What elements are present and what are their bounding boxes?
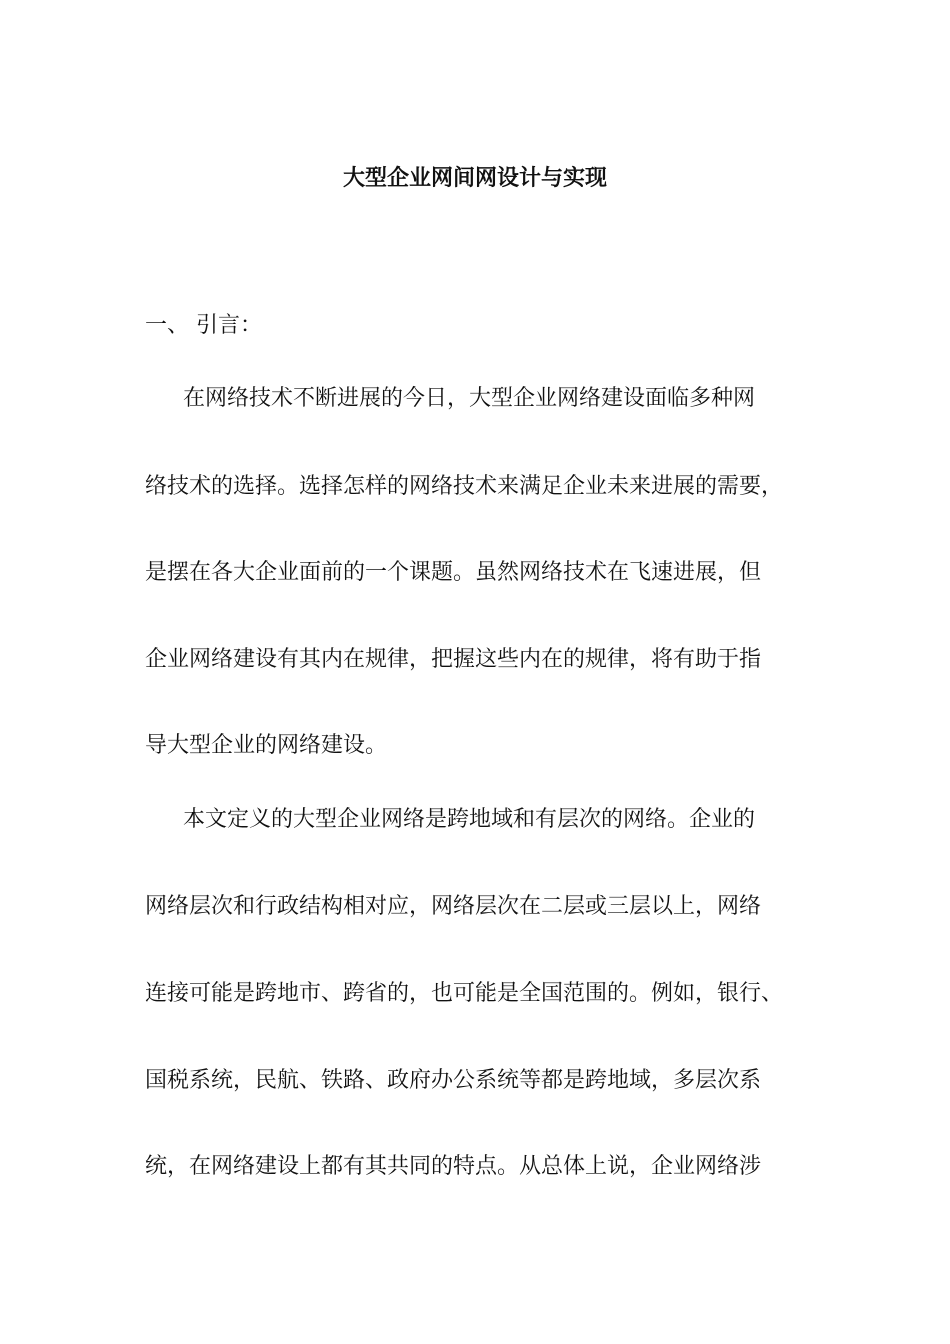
paragraph-1-line-4: 企业网络建设有其内在规律，把握这些内在的规律，将有助于指 — [145, 647, 762, 672]
paragraph-1-line-1: 在网络技术不断进展的今日，大型企业网络建设面临多种网 — [183, 386, 756, 411]
paragraph-2-line-4: 国税系统，民航、铁路、政府办公系统等都是跨地域，多层次系 — [145, 1068, 762, 1093]
paragraph-2-line-1: 本文定义的大型企业网络是跨地域和有层次的网络。企业的 — [183, 807, 756, 832]
document-title: 大型企业网间网设计与实现 — [342, 166, 607, 191]
paragraph-1-line-5: 导大型企业的网络建设。 — [145, 733, 388, 758]
paragraph-2-line-3: 连接可能是跨地市、跨省的，也可能是全国范围的。例如，银行、 — [145, 981, 784, 1006]
section-heading: 一、 引言： — [145, 313, 262, 338]
paragraph-1-line-3: 是摆在各大企业面前的一个课题。虽然网络技术在飞速进展，但 — [145, 560, 762, 585]
paragraph-1-line-2: 络技术的选择。选择怎样的网络技术来满足企业未来进展的需要， — [145, 474, 784, 499]
paragraph-2-line-5: 统，在网络建设上都有其共同的特点。从总体上说，企业网络涉 — [145, 1154, 762, 1179]
paragraph-2-line-2: 网络层次和行政结构相对应，网络层次在二层或三层以上，网络 — [145, 894, 762, 919]
